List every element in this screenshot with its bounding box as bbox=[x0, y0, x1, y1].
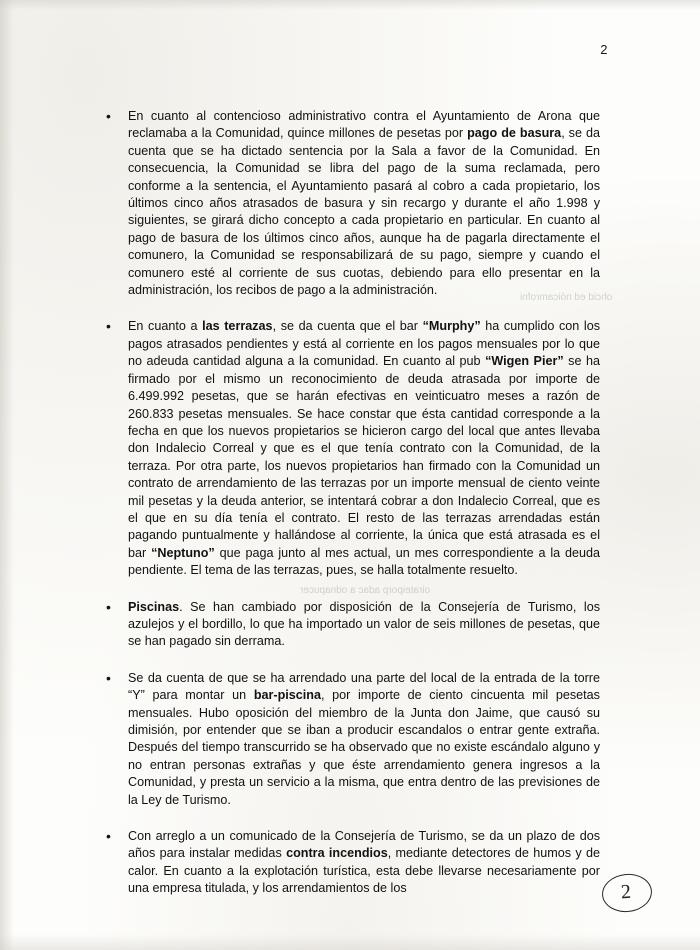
paragraph-text: Con arreglo a un comunicado de la Consejería de Turismo, se da un plazo de dos años para instalar medidas contra incendios, mediante detectores de humos y de calor. En cuanto a la explotación turística, esta debe llevarse necesariamente por una empresa titulada, y los arrendamientos de los bbox=[128, 829, 600, 896]
reverse-side-showthrough: ohcid ed nóicamrofni bbox=[520, 292, 613, 303]
paragraph-text: Se da cuenta de que se ha arrendado una parte del local de la entrada de la torre “Y” para montar un bar-piscina, por importe de ciento cincuenta mil pesetas mensuales. Hubo oposición del miembro de la Junta don Jaime, que causó su dimisión, por entender que se iban a producir escandalos o entrar gente extraña. Después del tiempo transcurrido se ha observado que no existe escándalo alguno y no entran personas extrañas y que éste arrendamiento genera ingresos a la Comunidad, y presta un servicio a la misma, que entra dentro de las previsiones de la Ley de Turismo. bbox=[128, 670, 600, 807]
scan-edge-shadow-bottom bbox=[0, 934, 700, 950]
page-number: 2 bbox=[600, 42, 608, 57]
bullet-icon: • bbox=[106, 669, 111, 686]
paragraph-text: En cuanto al contencioso administrativo contra el Ayuntamiento de Arona que reclamaba a la Comunidad, quince millones de pesetas por pago de basura, se da cuenta que se ha dictado sentencia por la Sala a favor de la Comunidad. En consecuencia, la Comunidad se libra del pago de la suma reclamada, pero conforme a la sentencia, el Ayuntamiento pasará al cobro a cada propietario, los últimos cinco años atrasados de basura y sin recargo y durante el año 1.998 y siguientes, se girará dicho concepto a cada propietario en particular. En cuanto al pago de basura de los últimos cinco años, aunque ha de pagarla directamente el comunero, la Comunidad se responsabilizará de su pago, siempre y cuando el comunero esté al corriente de sus cuotas, debiendo para ello presentar en la administración, los recibos de pago a la administración. bbox=[128, 109, 600, 298]
stamp-number: 2 bbox=[620, 880, 632, 903]
document-body bbox=[106, 108, 600, 898]
reverse-side-showthrough: oirateiporp adac a odnapucer bbox=[300, 585, 431, 596]
bullet-icon: • bbox=[106, 598, 111, 615]
bullet-icon: • bbox=[106, 108, 111, 124]
paragraph-contra-incendios bbox=[106, 828, 600, 898]
paragraph-contencioso-arona bbox=[106, 108, 600, 299]
handwritten-page-stamp bbox=[602, 874, 654, 914]
scan-edge-shadow-left bbox=[0, 0, 14, 950]
paragraph-text: Piscinas. Se han cambiado por disposición de la Consejería de Turismo, los azulejos y el bordillo, lo que ha importado un valor de seis millones de pesetas, que se han pagado sin derrama. bbox=[128, 599, 600, 649]
paragraph-terrazas bbox=[106, 318, 600, 579]
paragraph-text: En cuanto a las terrazas, se da cuenta que el bar “Murphy” ha cumplido con los pagos atrasados pendientes y está al corriente en los pagos mensuales por lo que no adeuda cantidad alguna a la comunidad. En cuanto al pub “Wigen Pier” se ha firmado por el mismo un reconocimiento de deuda atrasada por importe de 6.499.992 pesetas, que se harán efectivas en veinticuatro meses a razón de 260.833 pesetas mensuales. Se hace constar que ésta cantidad corresponde a la fecha en que los nuevos propietarios se hicieron cargo del local que antes llevaba don Indalecio Correal y que es el que tenía contrato con la Comunidad, de la terraza. Por otra parte, los nuevos propietarios han firmado con la Comunidad un contrato de arrendamiento de las terrazas por un importe mensual de ciento veinte mil pesetas y la deuda anterior, se intentará cobrar a don Indalecio Correal, que es el que en su día tenía el contrato. El resto de las terrazas arrendadas están pagando puntualmente y hallándose al corriente, la única que está atrasada es el bar “Neptuno” que paga junto al mes actual, un mes correspondiente a la deuda pendiente. El tema de las terrazas, pues, se halla totalmente resuelto. bbox=[128, 319, 600, 578]
paragraph-bar-piscina bbox=[106, 670, 600, 809]
paragraph-piscinas bbox=[106, 599, 600, 651]
bullet-icon: • bbox=[106, 828, 111, 845]
scan-edge-shadow-top bbox=[0, 0, 700, 10]
bullet-icon: • bbox=[106, 318, 111, 335]
bullet-list bbox=[106, 108, 600, 898]
